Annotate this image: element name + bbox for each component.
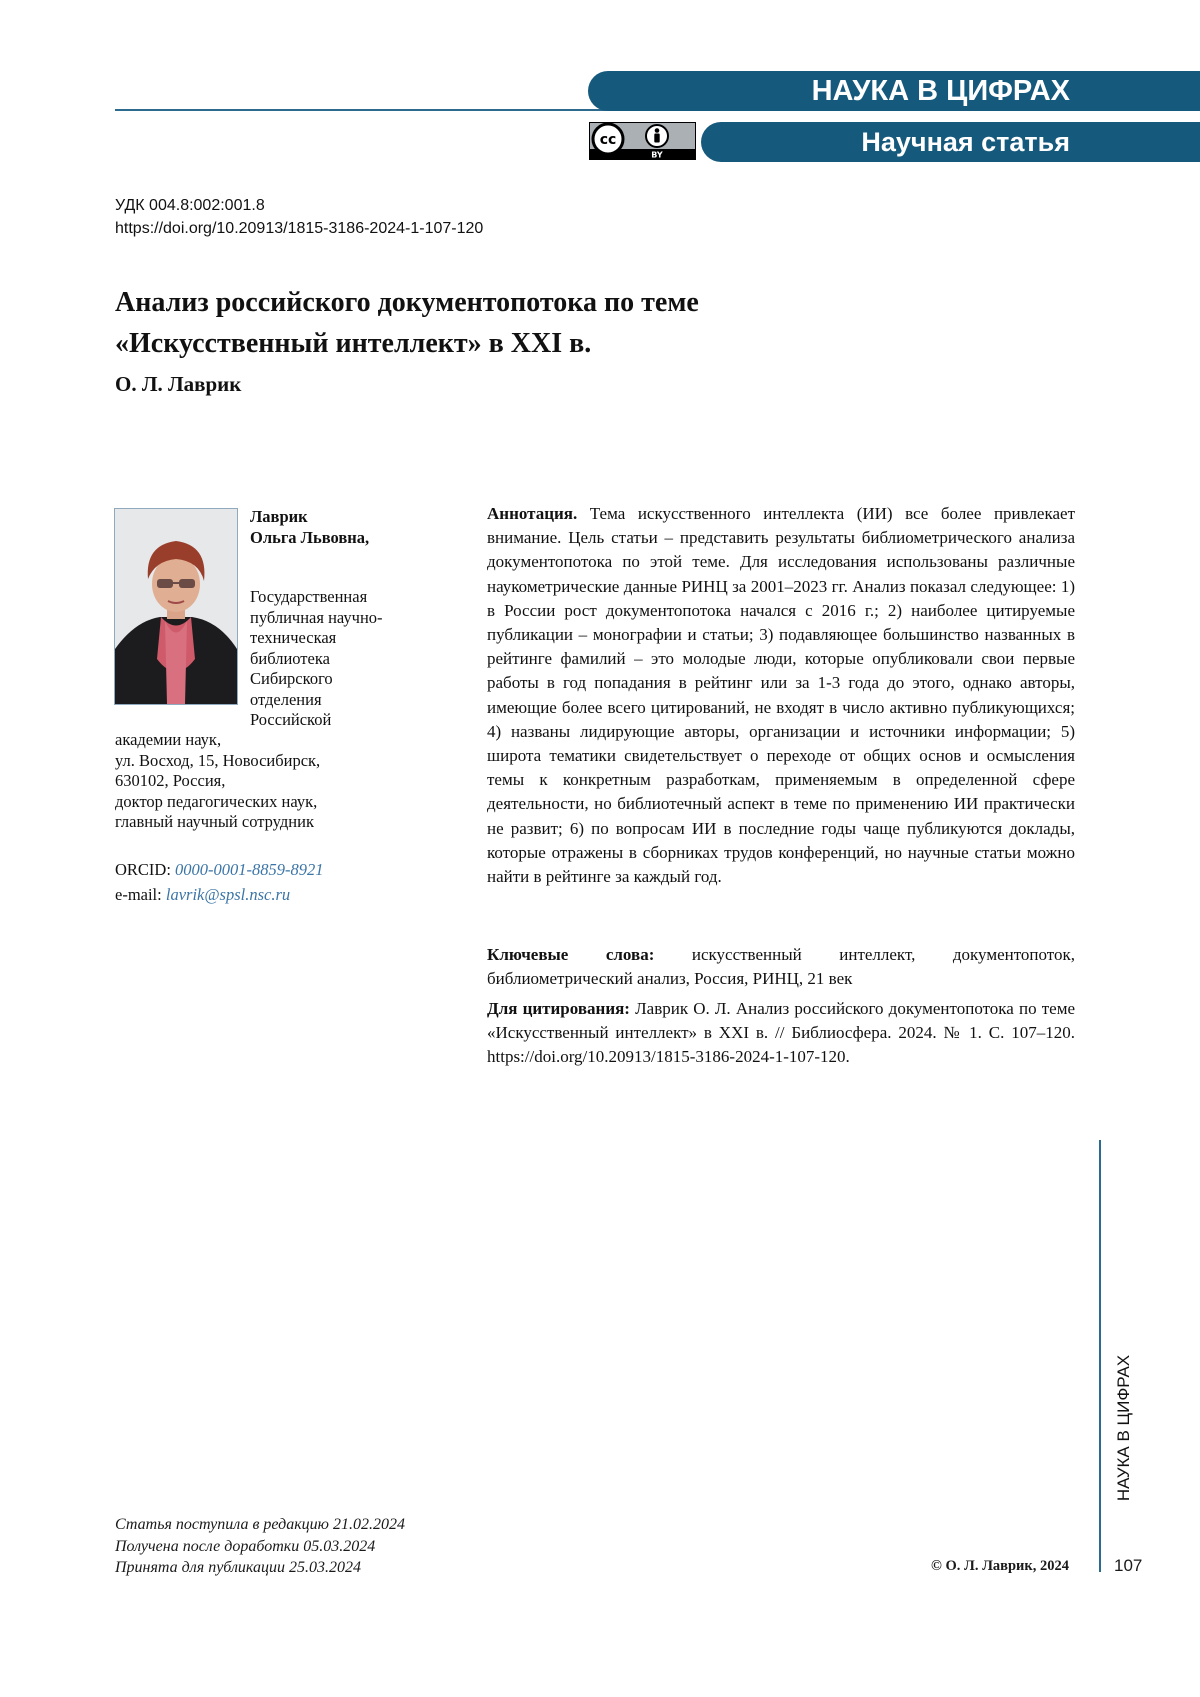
email-row: [115, 882, 324, 907]
org-line: отделения: [250, 690, 383, 711]
addr-line: академии наук,: [115, 730, 320, 751]
revised-date: Получена после доработки 05.03.2024: [115, 1536, 405, 1558]
orcid-row: [115, 857, 324, 882]
addr-line: ул. Восход, 15, Новосибирск,: [115, 751, 320, 772]
author-photo: [114, 508, 238, 705]
addr-line: главный научный сотрудник: [115, 812, 320, 833]
title-line-2: «Искусственный интеллект» в XXI в.: [115, 323, 875, 364]
author-byline: О. Л. Лаврик: [115, 372, 241, 397]
doi-link[interactable]: https://doi.org/10.20913/1815-3186-2024-1-107-120: [115, 220, 483, 238]
org-line: Сибирского: [250, 669, 383, 690]
author-contacts: [115, 857, 324, 907]
accepted-date: Принята для публикации 25.03.2024: [115, 1557, 405, 1579]
side-section-label: НАУКА В ЦИФРАХ: [1114, 1355, 1134, 1501]
email-label: e-mail:: [115, 885, 162, 904]
citation-label: Для цитирования:: [487, 999, 630, 1018]
author-organization: [250, 587, 383, 731]
publication-dates: [115, 1514, 405, 1579]
title-line-1: Анализ российского документопотока по теме: [115, 282, 875, 323]
org-line: Российской: [250, 710, 383, 731]
orcid-label: ORCID:: [115, 860, 171, 879]
email-link[interactable]: lavrik@spsl.nsc.ru: [166, 885, 290, 904]
org-line: публичная научно-: [250, 608, 383, 629]
abstract: [487, 502, 1075, 889]
author-given-names: Ольга Львовна,: [250, 528, 369, 549]
author-address: [115, 730, 320, 833]
addr-line: доктор педагогических наук,: [115, 792, 320, 813]
udk-code: УДК 004.8:002:001.8: [115, 197, 265, 215]
org-line: библиотека: [250, 649, 383, 670]
org-line: техническая: [250, 628, 383, 649]
section-banner: НАУКА В ЦИФРАХ: [588, 71, 1200, 111]
cc-by-license-icon[interactable]: [589, 122, 696, 160]
article-title: [115, 282, 875, 364]
author-fullname: [250, 507, 369, 548]
svg-text:cc: cc: [600, 132, 617, 148]
copyright: © О. Л. Лаврик, 2024: [931, 1558, 1069, 1575]
author-surname: Лаврик: [250, 507, 369, 528]
article-type-banner: Научная статья: [701, 122, 1200, 162]
orcid-link[interactable]: 0000-0001-8859-8921: [175, 860, 323, 879]
keywords: [487, 943, 1075, 991]
abstract-text: Тема искусственного интеллекта (ИИ) все более привлекает внимание. Цель статьи – представить результаты библиометрического анализа документопотока по этой теме. Для исследования использованы различные наукометрические данные РИНЦ за 2001–2023 гг. Анализ показал следующее: 1) в России рост документопотока начался с 2016 г.; 2) наиболее цитируемые публикации – монографии и статьи; 3) подавляющее большинство названных в рейтинге фамилий – это молодые люди, которые опубликовали свои первые работы в год попадания в рейтинг или за 1-3 года до этого, однако авторы, имеющие более всего цитирований, не входят в число активно публикующихся; 4) названы лидирующие авторы, организации и источники информации; 5) широта тематики свидетельствует о переходе от общих основ и осмысления темы к конкретным разработкам, применяемым в определенной сфере деятельности, но библиотечный аспект в теме по применению ИИ практически не развит; 6) по вопросам ИИ в последние годы чаще публикуются доклады, которые отражены в сборниках трудов конференций, но научные статьи можно найти в рейтинге за каждый год.: [487, 504, 1075, 886]
citation: [487, 997, 1075, 1070]
received-date: Статья поступила в редакцию 21.02.2024: [115, 1514, 405, 1536]
addr-line: 630102, Россия,: [115, 771, 320, 792]
page-number: 107: [1114, 1556, 1142, 1576]
org-line: Государственная: [250, 587, 383, 608]
citation-text: Лаврик О. Л. Анализ российского документопотока по теме «Искусственный интеллект» в XXI в. // Библиосфера. 2024. № 1. С. 107–120. https://doi.org/10.20913/1815-3186-2024-1-107-120.: [487, 999, 1075, 1066]
side-rule: [1099, 1140, 1101, 1572]
abstract-label: Аннотация.: [487, 504, 577, 523]
keywords-label: Ключевые слова:: [487, 945, 654, 964]
keywords-text: искусственный интеллект, документопоток, библиометрический анализ, Россия, РИНЦ, 21 век: [487, 945, 1075, 988]
license-by-label: BY: [651, 151, 663, 160]
